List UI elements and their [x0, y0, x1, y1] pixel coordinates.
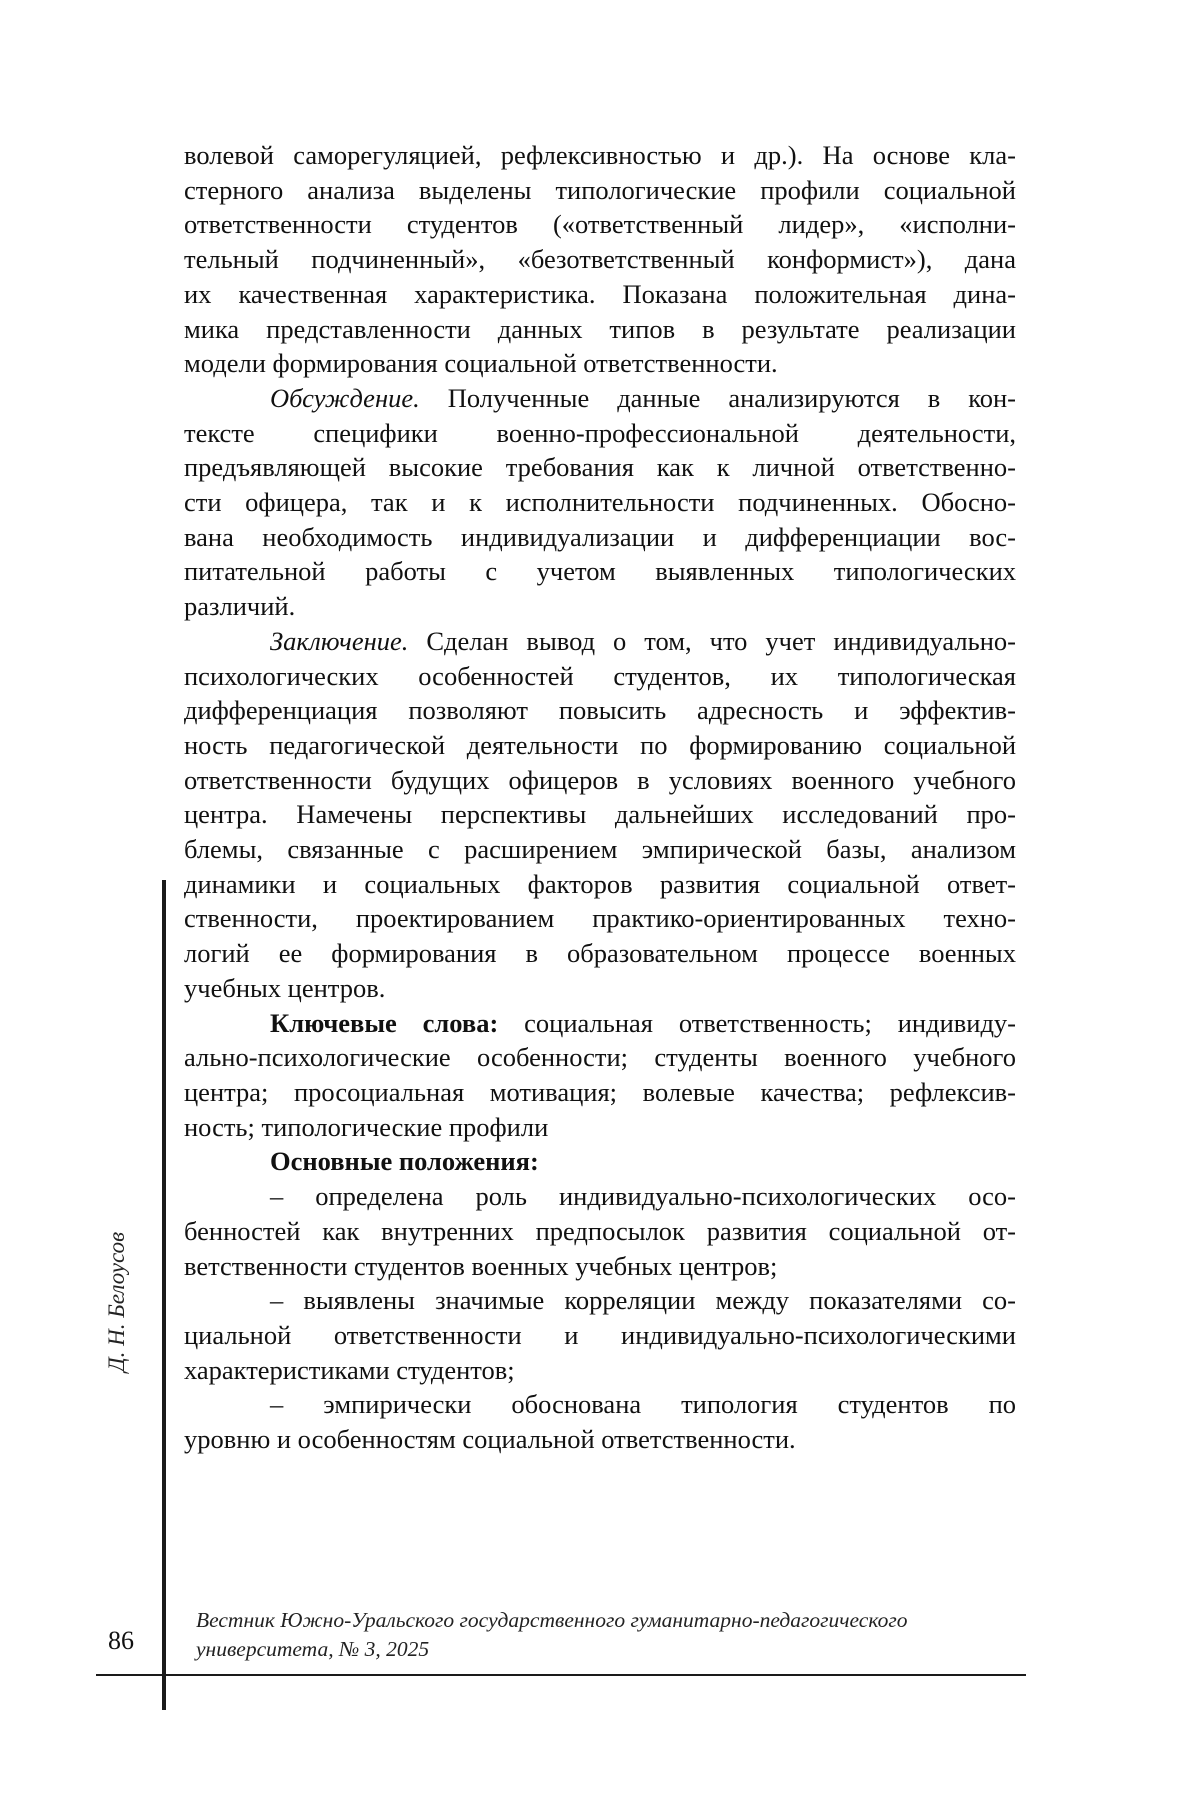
results-line: стерного анализа выделены типологические профили социальной — [184, 174, 1016, 205]
conclusion-line: ответственности будущих офицеров в условиях военного учебного — [184, 764, 1016, 795]
highlight-item-line: циальной ответственности и индивидуально-психологическими — [184, 1319, 1016, 1350]
discussion-label: Обсуждение. — [270, 382, 420, 413]
highlight-item-line: уровню и особенностям социальной ответственности. — [184, 1424, 796, 1455]
journal-issue-line: университета, № 3, 2025 — [196, 1637, 430, 1661]
margin-vertical-rule — [162, 880, 166, 1710]
discussion-first-text: Полученные данные анализируются в кон- — [419, 382, 1016, 413]
results-line: волевой саморегуляцией, рефлексивностью и др.). На основе кла- — [184, 140, 1016, 170]
highlight-item-first-line: – определена роль индивидуально-психологических осо- — [270, 1181, 1016, 1212]
running-author: Д. Н. Белоусов — [104, 1231, 129, 1372]
highlight-item-first-line: – эмпирически обоснована типология студентов по — [270, 1389, 1016, 1420]
highlight-item-first-line: – выявлены значимые корреляции между показателями со- — [270, 1285, 1016, 1316]
article-body — [184, 138, 1016, 1457]
discussion-line: различий. — [184, 591, 296, 622]
page-number: 86 — [108, 1626, 134, 1655]
discussion-line: тексте специфики военно-профессиональной деятельности, — [184, 417, 1016, 448]
results-line: модели формирования социальной ответственности. — [184, 348, 778, 379]
discussion-line: сти офицера, так и к исполнительности подчиненных. Обосно- — [184, 487, 1016, 518]
keywords-line: ность; типологические профили — [184, 1111, 549, 1142]
conclusion-line: динамики и социальных факторов развития социальной ответ- — [184, 868, 1016, 899]
keywords-first-line — [184, 1006, 1016, 1041]
conclusion-first-text: Сделан вывод о том, что учет индивидуально- — [408, 625, 1016, 656]
highlight-item-line: характеристиками студентов; — [184, 1354, 515, 1385]
keywords-first-text: социальная ответственность; индивиду- — [498, 1007, 1017, 1038]
conclusion-line: блемы, связанные с расширением эмпирической базы, анализом — [184, 834, 1016, 865]
conclusion-line: дифференциация позволяют повысить адресность и эффектив- — [184, 695, 1016, 726]
conclusion-line: психологических особенностей студентов, их типологическая — [184, 660, 1016, 691]
conclusion-label: Заключение. — [270, 625, 409, 656]
conclusion-line: логий ее формирования в образовательном процессе военных — [184, 938, 1016, 969]
keywords-line: центра; просоциальная мотивация; волевые качества; рефлексив- — [184, 1076, 1016, 1107]
discussion-line: предъявляющей высокие требования как к личной ответственно- — [184, 452, 1016, 483]
discussion-line: питательной работы с учетом выявленных типологических — [184, 556, 1016, 587]
highlight-item-line: ветственности студентов военных учебных центров; — [184, 1250, 778, 1281]
conclusion-line: ственности, проектированием практико-ориентированных техно- — [184, 903, 1016, 934]
results-line: мика представленности данных типов в результате реализации — [184, 313, 1016, 344]
results-line: тельный подчиненный», «безответственный конформист»), дана — [184, 244, 1016, 275]
conclusion-line: центра. Намечены перспективы дальнейших исследований про- — [184, 799, 1016, 830]
discussion-first-line — [184, 381, 1016, 416]
highlight-item-line: бенностей как внутренних предпосылок развития социальной от- — [184, 1215, 1016, 1246]
conclusion-line: учебных центров. — [184, 972, 386, 1003]
highlights-label: Основные положения: — [270, 1146, 539, 1177]
keywords-label: Ключевые слова: — [270, 1007, 499, 1038]
journal-title-line: Вестник Южно-Уральского государственного гуманитарно-педагогического — [196, 1608, 908, 1632]
journal-footer — [196, 1606, 1016, 1664]
keywords-line: ально-психологические особенности; студенты военного учебного — [184, 1042, 1016, 1073]
results-line: ответственности студентов («ответственный лидер», «исполни- — [184, 209, 1016, 240]
footer-rule — [96, 1674, 1026, 1676]
conclusion-first-line — [184, 624, 1016, 659]
discussion-line: вана необходимость индивидуализации и дифференциации вос- — [184, 521, 1016, 552]
conclusion-line: ность педагогической деятельности по формированию социальной — [184, 729, 1016, 760]
results-line: их качественная характеристика. Показана положительная дина- — [184, 278, 1016, 309]
